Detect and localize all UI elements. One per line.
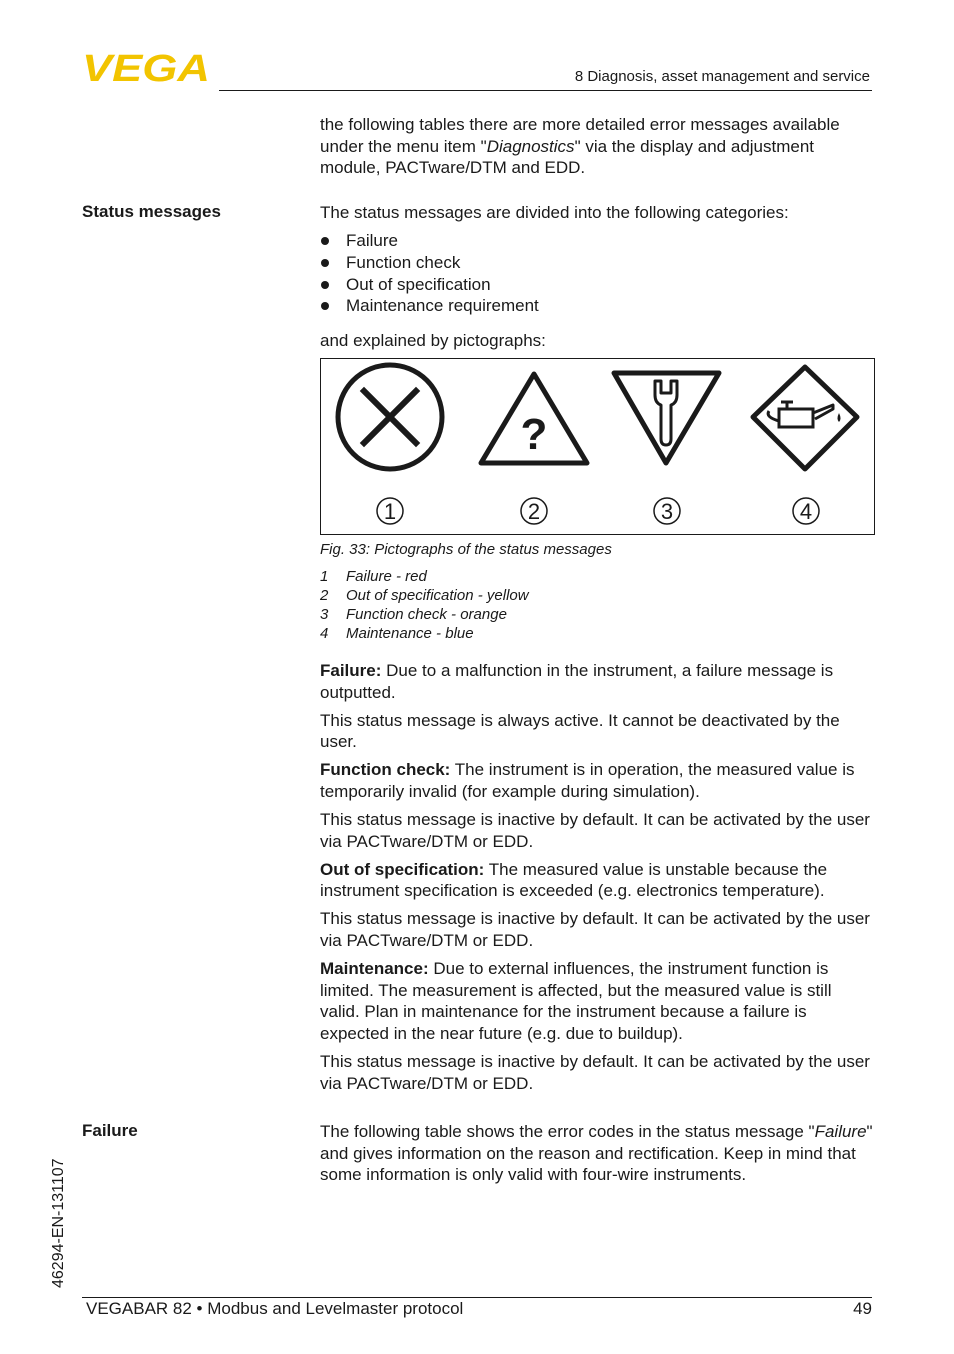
category-list xyxy=(320,230,875,317)
failure-paragraph: The following table shows the error codes in the status message "Failure" and gives information on the reason and rectification. Keep in mind that some information is only valid with four-wire instruments. xyxy=(320,1122,873,1185)
svg-text:?: ? xyxy=(520,410,548,459)
list-item: Maintenance requirement xyxy=(320,295,875,317)
svg-text:1: 1 xyxy=(383,499,397,524)
description-function-check: Function check: The instrument is in operation, the measured value is temporarily invalid (for example during simulation). xyxy=(320,760,855,801)
legend-item: 3 Function check - orange xyxy=(320,606,507,623)
svg-text:4: 4 xyxy=(799,499,813,524)
out-of-spec-question-icon xyxy=(481,374,587,463)
list-item: Out of specification xyxy=(320,274,875,296)
description-out-of-spec: Out of specification: The measured value is unstable because the instrument specification is exceeded (e.g. electronics temperature). xyxy=(320,859,828,901)
description-function-check-note: This status message is inactive by default. It can be activated by the user via PACTware/DTM or EDD. xyxy=(320,810,870,851)
figure-legend xyxy=(320,567,875,643)
brand-text: VEGA xyxy=(82,52,210,84)
svg-text:2: 2 xyxy=(527,499,541,524)
status-lead: The status messages are divided into the following categories: xyxy=(320,203,789,222)
footer-divider xyxy=(82,1297,872,1298)
list-item: Function check xyxy=(320,252,875,274)
pictograph-number-3 xyxy=(654,498,680,524)
legend-item: 4 Maintenance - blue xyxy=(320,625,474,642)
description-failure-note: This status message is always active. It cannot be deactivated by the user. xyxy=(320,710,840,752)
header-section-title: 8 Diagnosis, asset management and service xyxy=(574,68,870,85)
pictograph-number-1 xyxy=(377,498,403,524)
vega-logo xyxy=(82,52,212,84)
pictograph-number-4 xyxy=(793,498,819,524)
footer-title: VEGABAR 82 • Modbus and Levelmaster protocol xyxy=(86,1299,464,1318)
header-divider xyxy=(219,90,872,91)
maintenance-oilcan-icon xyxy=(753,367,857,469)
status-messages-label: Status messages xyxy=(82,202,221,221)
failure-cross-icon xyxy=(338,365,442,469)
legend-item: 1 Failure - red xyxy=(320,568,427,585)
description-failure: Failure: Due to a malfunction in the instrument, a failure message is outputted. xyxy=(320,661,834,702)
list-item: Failure xyxy=(320,230,875,252)
description-maintenance-note: This status message is inactive by default. It can be activated by the user via PACTware/DTM or EDD. xyxy=(320,1052,870,1093)
description-out-of-spec-note: This status message is inactive by default. It can be activated by the user via PACTware/DTM or EDD. xyxy=(320,909,870,951)
svg-text:3: 3 xyxy=(660,499,674,524)
status-descriptions xyxy=(320,660,875,1101)
intro-paragraph: the following tables there are more detailed error messages available under the menu item "Diagnostics" via the display and adjustment module, PACTware/DTM and EDD. xyxy=(320,115,840,178)
figure-caption: Fig. 33: Pictographs of the status messages xyxy=(320,541,612,558)
failure-label: Failure xyxy=(82,1121,138,1140)
pictograph-figure xyxy=(320,358,875,535)
document-code: 46294-EN-131107 xyxy=(50,1158,67,1288)
function-check-wrench-icon xyxy=(614,373,719,463)
description-maintenance: Maintenance: Due to external influences, the instrument function is limited. The measurement is affected, but the measured value is still valid. Plan in maintenance for the instrument because a failure is expected in the near future (e.g. due to buildup). xyxy=(320,959,832,1043)
pictograph-number-2 xyxy=(521,498,547,524)
legend-item: 2 Out of specification - yellow xyxy=(320,587,529,604)
pictograph-intro: and explained by pictographs: xyxy=(320,331,546,350)
page-number: 49 xyxy=(853,1299,872,1318)
